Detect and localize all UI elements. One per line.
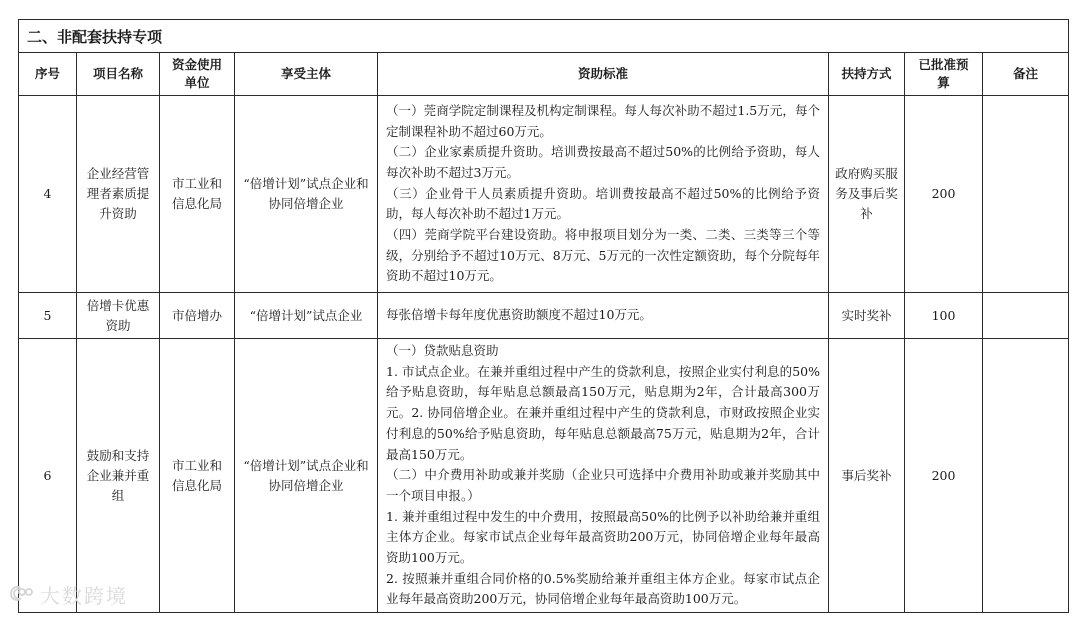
cell-project-name: 企业经营管理者素质提升资助 [77,96,160,293]
standard-paragraph: 每张倍增卡每年度优惠资助额度不超过10万元。 [386,307,652,323]
cell-budget: 100 [905,293,983,339]
watermark-text: 大数跨境 [40,584,128,608]
standard-paragraph: 1. 市试点企业。在兼并重组过程中产生的贷款利息，按照企业实付利息的50%给予贴息资助，每年贴息总额最高150万元，贴息期为2年，合计最高300万元。2. 协同倍增企业。在兼并重组过程中产生的贷款利息，市财政按照企业实付利息的50%给予贴息资助，每年贴息总额最高75万元，贴息期为2年，合计最高150万元。 [386,363,820,462]
cell-no: 4 [19,96,77,293]
cell-standard [378,339,829,613]
cell-unit: 市工业和信息化局 [160,339,235,613]
cell-method: 实时奖补 [829,293,905,339]
cell-subject: “倍增计划”试点企业 [235,293,378,339]
cell-remark [983,96,1069,293]
cell-unit: 市工业和信息化局 [160,96,235,293]
watermark [8,580,128,609]
cell-project-name: 鼓励和支持企业兼并重组 [77,339,160,613]
cell-subject: “倍增计划”试点企业和协同倍增企业 [235,96,378,293]
cell-subject: “倍增计划”试点企业和协同倍增企业 [235,339,378,613]
table-row [19,339,1069,613]
standard-paragraph: （二）中介费用补助或兼并奖励（企业只可选择中介费用补助或兼并奖励其中一个项目申报。） [386,467,820,503]
cell-standard [378,293,829,339]
cell-method: 事后奖补 [829,339,905,613]
header-project-name: 项目名称 [77,53,160,96]
standard-paragraph: （三）企业骨干人员素质提升资助。培训费按最高不超过50%的比例给予资助，每人每次补助不超过1万元。 [386,185,820,222]
cell-unit: 市倍增办 [160,293,235,339]
cell-standard [378,96,829,293]
cell-method: 政府购买服务及事后奖补 [829,96,905,293]
cell-project-name: 倍增卡优惠资助 [77,293,160,339]
header-unit: 资金使用单位 [160,53,235,96]
standard-paragraph: 1. 兼并重组过程中发生的中介费用，按照最高50%的比例予以补助给兼并重组主体方企业。每家市试点企业每年最高资助200万元，协同倍增企业每年最高资助100万元。 [386,508,820,566]
header-remark: 备注 [983,53,1069,96]
standard-paragraph: （一）莞商学院定制课程及机构定制课程。每人每次补助不超过1.5万元，每个定制课程补助不超过60万元。 [386,102,820,139]
weibo-eye-logo-icon [8,583,34,607]
header-method: 扶持方式 [829,53,905,96]
subsidy-table [18,19,1069,613]
cell-no: 6 [19,339,77,613]
header-row [19,53,1069,96]
header-budget: 已批准预算 [905,53,983,96]
table-row [19,293,1069,339]
header-standard: 资助标准 [378,53,829,96]
standard-paragraph: （二）企业家素质提升资助。培训费按最高不超过50%的比例给予资助，每人每次补助不超过3万元。 [386,144,820,180]
section-title: 二、非配套扶持专项 [19,20,1069,53]
standard-paragraph: 2. 按照兼并重组合同价格的0.5%奖励给兼并重组主体方企业。每家市试点企业每年最高资助200万元，协同倍增企业每年最高资助100万元。 [386,570,820,607]
cell-budget: 200 [905,96,983,293]
standard-paragraph: （四）莞商学院平台建设资助。将申报项目划分为一类、二类、三类等三个等级，分别给予不超过10万元、8万元、5万元的一次性定额资助，每个分院每年资助不超过10万元。 [386,227,820,284]
header-no: 序号 [19,53,77,96]
standard-paragraph: （一）贷款贴息资助 [386,343,499,358]
cell-remark [983,339,1069,613]
header-subject: 享受主体 [235,53,378,96]
cell-no: 5 [19,293,77,339]
table-row [19,96,1069,293]
cell-budget: 200 [905,339,983,613]
cell-remark [983,293,1069,339]
